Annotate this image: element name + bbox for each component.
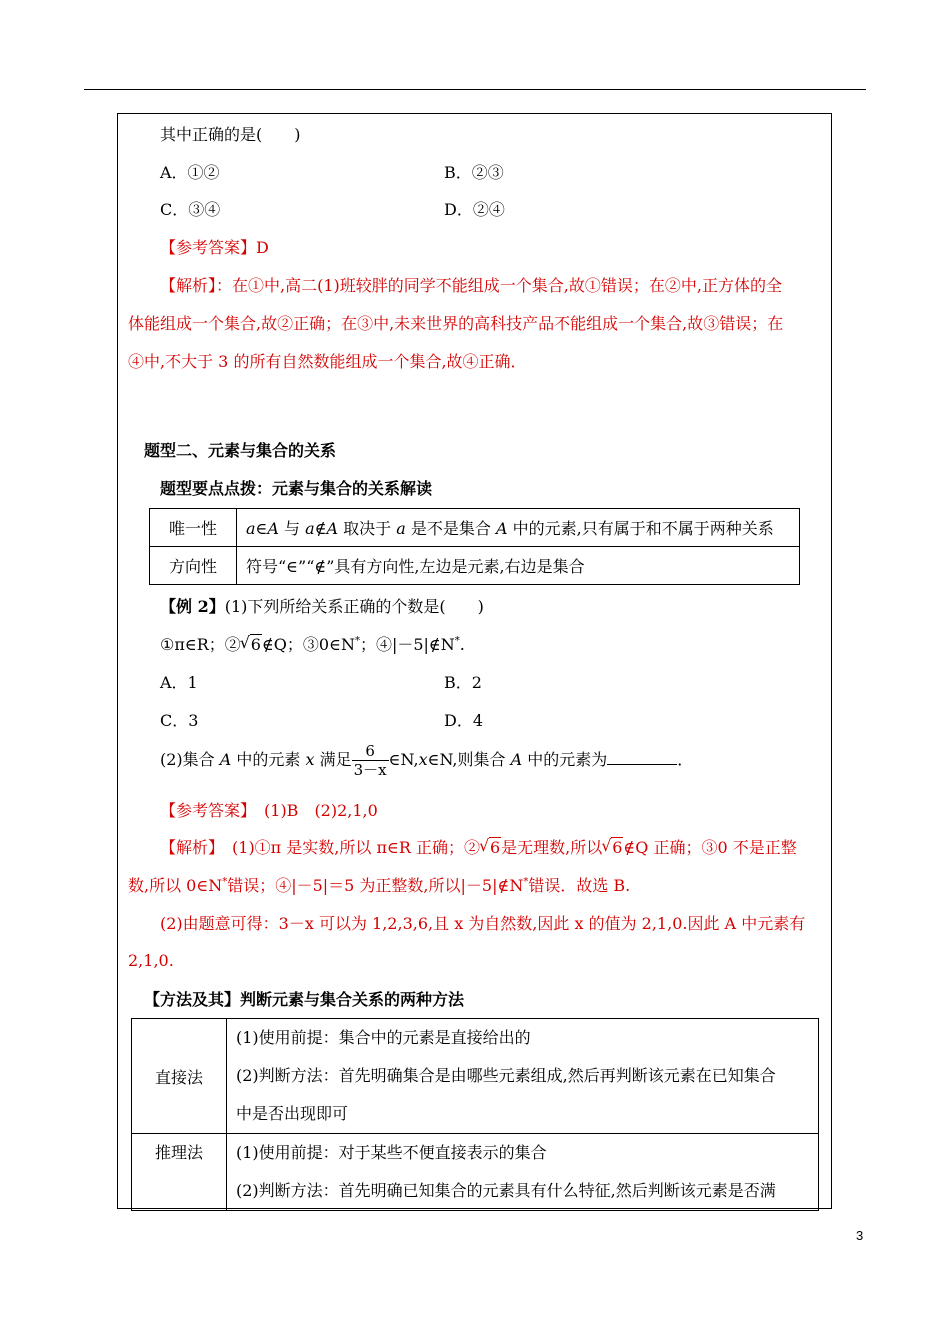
text: 错误．故选 B. <box>528 876 631 895</box>
relation-table <box>149 508 800 585</box>
q1-analysis-line3: ④中,不大于 3 的所有自然数能组成一个集合,故④正确． <box>128 352 527 371</box>
superscript-star: * <box>222 876 228 888</box>
method-table <box>131 1018 819 1211</box>
method-line: (1)使用前提：集合中的元素是直接给出的 <box>236 1028 531 1047</box>
q1-option-d: D．②④ <box>444 200 505 219</box>
var-A: A <box>496 519 508 538</box>
example-stem: (1)下列所给关系正确的个数是( ) <box>224 597 484 616</box>
text: ；④|－5|∉N <box>359 635 455 654</box>
example2-option-c: C．3 <box>160 711 199 730</box>
analysis-label: 【解析】 <box>160 276 217 295</box>
sqrt-radicand: 6 <box>250 635 261 654</box>
analysis-label: 【解析】 <box>160 838 217 857</box>
q1-option-a: A．①② <box>160 163 220 182</box>
symbol-notin: ∉ <box>314 519 327 538</box>
sqrt-radicand: 6 <box>612 838 623 857</box>
var-x: x <box>305 750 315 769</box>
table-cell-uniqueness: 唯一性 <box>150 509 237 547</box>
text: ∈N,则集合 <box>427 750 511 769</box>
text: (1)①π 是实数,所以 π∈R 正确；② <box>216 838 480 857</box>
q1-option-c: C．③④ <box>160 200 221 219</box>
method-line: (1)使用前提：对于某些不便直接表示的集合 <box>236 1143 547 1162</box>
fraction-numerator: 6 <box>352 742 389 761</box>
text: ∉Q 正确；③0 不是正整 <box>623 838 797 857</box>
var-x: x <box>418 750 428 769</box>
header-rule <box>84 89 866 90</box>
table-cell-reasoning-method <box>132 1134 227 1211</box>
sqrt-expression <box>602 838 623 858</box>
method-title: 【方法及其】判断元素与集合关系的两种方法 <box>144 990 465 1009</box>
text: . <box>459 635 465 654</box>
sqrt-expression <box>480 838 501 858</box>
text: (2)集合 <box>160 750 220 769</box>
example2-items <box>160 635 465 655</box>
answer-value: (1)B (2)2,1,0 <box>248 801 378 820</box>
text: ①π∈R；② <box>160 635 241 654</box>
var-A: A <box>267 519 279 538</box>
var-A: A <box>219 750 232 769</box>
q1-stem: 其中正确的是( ) <box>160 125 301 144</box>
section-title: 题型二、元素与集合的关系 <box>144 441 337 460</box>
example2-analysis-line2 <box>128 876 630 896</box>
answer-label: 【参考答案】 <box>160 238 257 257</box>
text: ． <box>677 750 694 769</box>
example2-analysis-line1 <box>160 838 797 858</box>
table-cell-direction-desc: 符号“∈”“∉”具有方向性,左边是元素,右边是集合 <box>237 547 800 585</box>
example2-analysis-line4: 2,1,0. <box>128 951 174 970</box>
answer-label: 【参考答案】 <box>160 801 249 820</box>
sqrt-radicand: 6 <box>489 838 501 857</box>
table-row <box>150 509 800 547</box>
example-label: 【例 2】 <box>160 597 225 616</box>
text: 是不是集合 <box>405 519 497 538</box>
analysis-text: ：在①中,高二(1)班较胖的同学不能组成一个集合,故①错误；在②中,正方体的全 <box>216 276 782 295</box>
fraction-denominator: 3－x <box>353 761 387 779</box>
superscript-star: * <box>354 635 360 647</box>
var-a: a <box>396 519 406 538</box>
table-cell-direction: 方向性 <box>150 547 237 585</box>
table-cell-reasoning-method-desc <box>227 1134 819 1211</box>
method-line: (2)判断方法：首先明确集合是由哪些元素组成,然后再判断该元素在已知集合 <box>236 1066 776 1085</box>
text: 中的元素,只有属于和不属于两种关系 <box>507 519 774 538</box>
text: 错误；④|－5|＝5 为正整数,所以|－5|∉N <box>227 876 524 895</box>
example2-option-b: B．2 <box>444 673 482 692</box>
example2-option-d: D．4 <box>444 711 484 730</box>
answer-blank <box>607 750 677 765</box>
superscript-star: * <box>454 635 460 647</box>
q1-answer <box>160 238 269 258</box>
table-row <box>132 1134 819 1211</box>
text: 满足 <box>314 750 352 769</box>
text: 中的元素为 <box>522 750 608 769</box>
example2-option-a: A．1 <box>160 673 198 692</box>
text: 是无理数,所以 <box>501 838 603 857</box>
q1-option-b: B．②③ <box>444 163 504 182</box>
text: ∈N, <box>388 750 419 769</box>
var-A: A <box>326 519 339 538</box>
table-row <box>132 1019 819 1134</box>
method-line: (2)判断方法：首先明确已知集合的元素具有什么特征,然后判断该元素是否满 <box>236 1181 776 1200</box>
table-cell-uniqueness-desc <box>237 509 800 547</box>
table-cell-direct-method-desc <box>227 1019 819 1134</box>
q1-analysis-line2: 体能组成一个集合,故②正确；在③中,未来世界的高科技产品不能组成一个集合,故③错误；在 <box>128 314 784 333</box>
fraction <box>352 742 389 779</box>
example2-analysis-line3: (2)由题意可得：3－x 可以为 1,2,3,6,且 x 为自然数,因此 x 的值为 2,1,0.因此 A 中元素有 <box>160 914 806 933</box>
answer-value: D <box>256 238 269 257</box>
tips-title: 题型要点点拨：元素与集合的关系解读 <box>160 479 433 498</box>
example2-stem1 <box>160 597 484 617</box>
text: 中的元素 <box>231 750 306 769</box>
example2-answer <box>160 801 378 821</box>
text: 数,所以 0∈N <box>128 876 223 895</box>
sqrt-expression <box>241 635 262 655</box>
superscript-star: * <box>523 876 529 888</box>
method-line: 中是否出现即可 <box>236 1104 349 1123</box>
var-A: A <box>510 750 523 769</box>
table-row <box>150 547 800 585</box>
page-number: 3 <box>856 1228 864 1243</box>
example2-stem2 <box>160 742 693 779</box>
text: 与 <box>278 519 306 538</box>
var-a: a <box>305 519 315 538</box>
text: ∉Q；③0∈N <box>261 635 355 654</box>
q1-analysis-line1 <box>160 276 782 296</box>
table-cell-direct-method: 直接法 <box>132 1019 227 1134</box>
var-a: a <box>246 519 256 538</box>
text: 取决于 <box>338 519 397 538</box>
symbol-in: ∈ <box>255 519 268 538</box>
method-name: 推理法 <box>154 1143 203 1162</box>
